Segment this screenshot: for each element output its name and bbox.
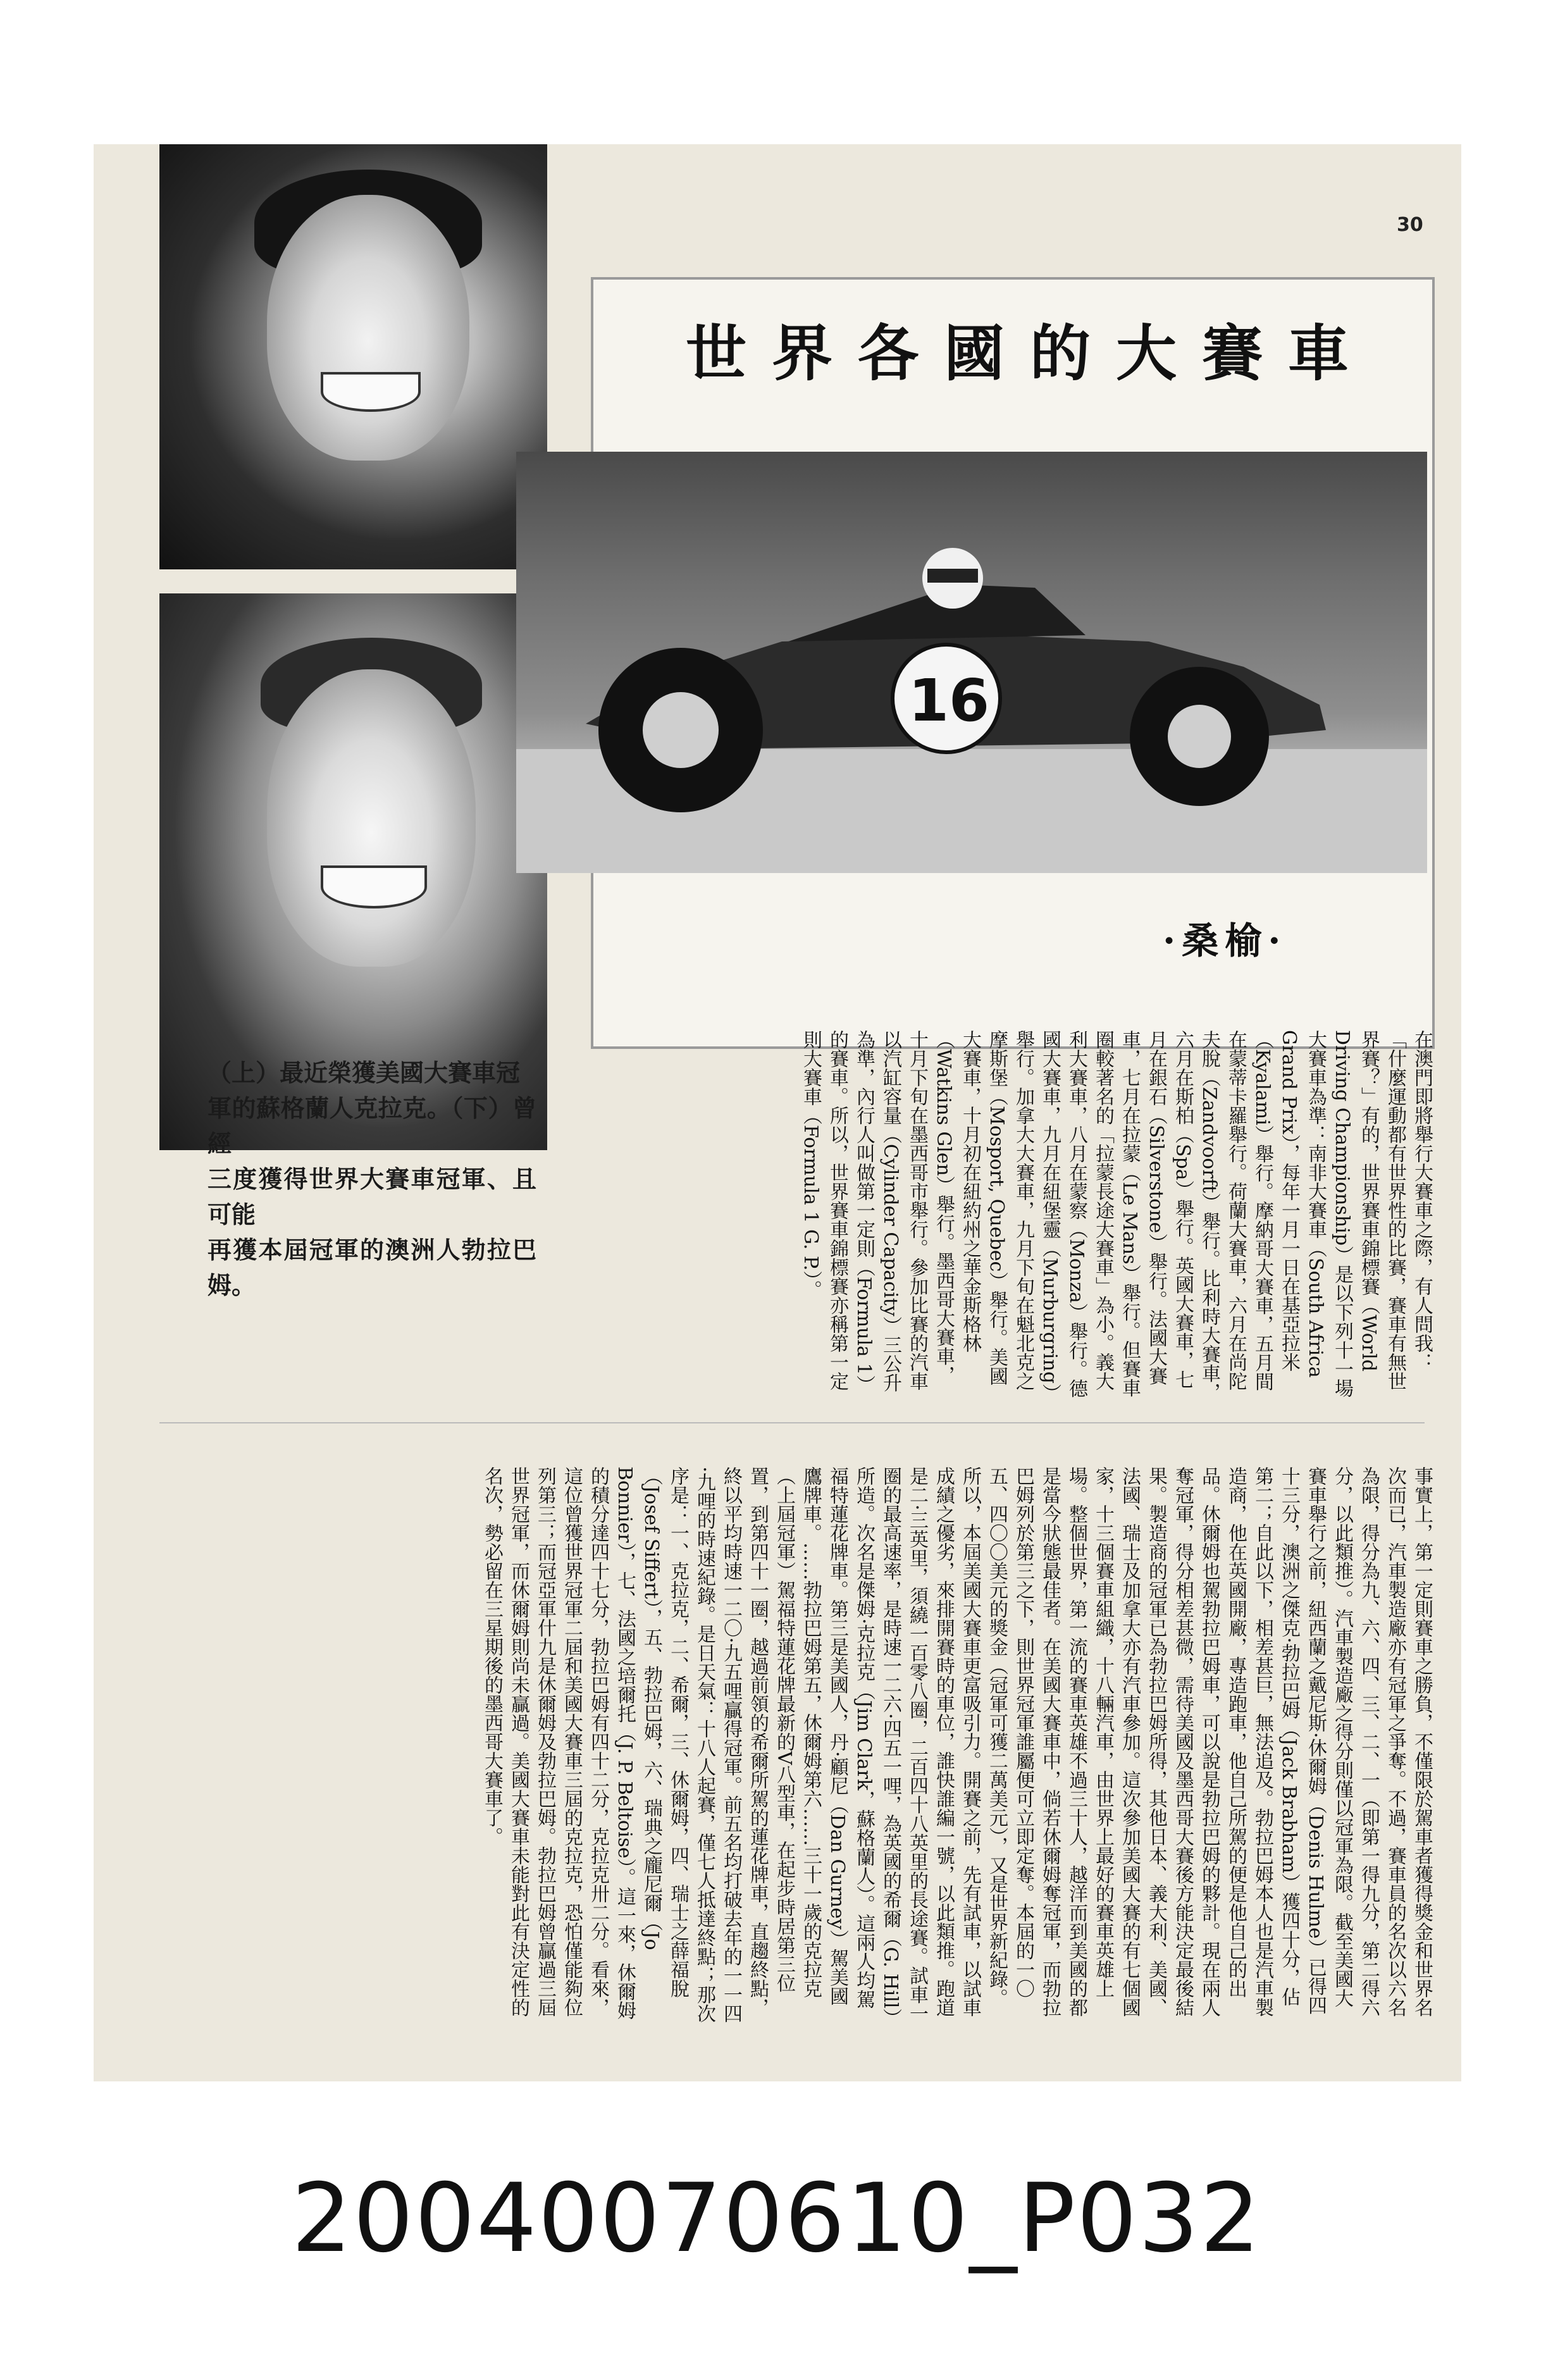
race-car-illustration (516, 452, 1427, 873)
caption-line: （上）最近榮獲美國大賽車冠 (207, 1058, 521, 1087)
article-text-upper: 在澳門即將舉行大賽車之際，有人問我：「什麼運動都有世界性的比賽，賽車有無世界賽？」有的，世界賽車錦標賽（World Driving Championship）是以下列十一場大賽車為準：南非大賽車（South Africa Grand Prix），每年一月一日在基亞拉米（Kyalami）舉行。摩納哥大賽車，五月間在蒙蒂卡羅舉行。荷蘭大賽車，六月在尚陀夫脫（Zandvoorft）舉行。比利時大賽車，六月在斯柏（Spa）舉行。英國大賽車，七月在銀石（Silverstone）舉行。法國大賽車，七月在拉蒙（Le Mans）舉行。但賽車圈較著名的「拉蒙長途大賽車」為小。義大利大賽車，八月在蒙察（Monza）舉行。德國大賽車，九月在紐堡靈（Murburgring）舉行。加拿大大賽車，九月下旬在魁北克之摩斯堡（Mosport, Quebec）舉行。美國大賽車，十月初在紐約州之華金斯格林（Watkins Glen）舉行。墨西哥大賽車，十月下旬在墨西哥市舉行。參加比賽的汽車以汽缸容量（Cylinder Capacity）三公升為準，內行人叫做第一定則（Formula 1）的賽車。所以，世界賽車錦標賽亦稱第一定則大賽車（Formula 1 G. P.）。 (800, 1030, 1433, 1403)
magazine-page (94, 144, 1461, 2081)
photo-caption (207, 1055, 536, 1303)
author-byline: ·桑榆· (1163, 919, 1287, 962)
driver-photo-top (159, 144, 547, 569)
caption-line: 再獲本屆冠軍的澳洲人勃拉巴姆。 (207, 1236, 536, 1299)
column-divider (159, 1422, 1425, 1423)
car-number: 16 (908, 667, 990, 734)
article-title: 世界各國的大賽車 (686, 318, 1374, 389)
race-car-photo (516, 452, 1427, 873)
page-number: 30 (1397, 214, 1423, 236)
article-text-lower: 事實上，第一定則賽車之勝負，不僅限於駕車者獲得獎金和世界名次而已，汽車製造廠亦有冠軍之爭奪。不過，賽車員的名次以六名為限，得分為九、六、四、三、二、一（即第一得九分，第二得六分，以此類推）。汽車製造廠之得分則僅以冠軍為限。截至美國大賽車舉行之前，紐西蘭之戴尼斯·休爾姆（Denis Hulme）已得四十三分，澳洲之傑克·勃拉巴姆（Jack Brabham）獲四十分，佔第二；自此以下，相差甚巨，無法追及。勃拉巴姆本人也是汽車製造商，他在英國開廠，專造跑車，他自己所駕的便是他自己的出品。休爾姆也駕勃拉巴姆車，可以說是勃拉巴姆的夥計。現在兩人奪冠軍，得分相差甚微，需待美國及墨西哥大賽後方能決定最後結果。製造商的冠軍已為勃拉巴姆所得，其他日本、義大利、美國、法國、瑞士及加拿大亦有汽車參加。這次參加美國大賽的有七個國家，十三個賽車組織，十八輛汽車，由世界上最好的賽車英雄上場。整個世界，第一流的賽車英雄不過三十人，越洋而到美國的都是當今狀態最佳者。在美國大賽車中，倘若休爾姆奪冠軍，而勃拉巴姆列於第三之下，則世界冠軍誰屬便可立即定奪。本屆的一〇五、四〇〇美元的獎金（冠軍可獲二萬美元），又是世界新紀錄。所以，本屆美國大賽車更富吸引力。開賽之前，先有試車，以試車成績之優劣，來排開賽時的車位，誰快誰編一號，以此類推。跑道是二·三英里，須繞一百零八圈，二百四十八英里的長途賽。試車一圈的最高速率，是時速一二六·四五一哩，為英國的希爾（G. Hill）所造。次名是傑姆·克拉克（Jim Clark，蘇格蘭人）。這兩人均駕福特蓮花牌車。第三是美國人，丹·顧尼（Dan Gurney）駕美國鷹牌車。……勃拉巴姆第五，休爾姆第六……三十一歲的克拉克（上屆冠軍）駕福特蓮花牌最新的V八型車，在起步時居第三位置，到第四十一圈，越過前領的希爾所駕的蓮花牌車，直趨終點，終以平均時速一二〇·九五哩贏得冠軍。前五名均打破去年的一一四·九哩的時速紀錄。是日天氣：十八人起賽，僅七人抵達終點；那次序是：一、克拉克，二、希爾，三、休爾姆，四、瑞士之薛福脫（Josef Siffert），五、勃拉巴姆，六、瑞典之龐尼爾（Jo Bonnier），七、法國之培爾托（J. P. Beltoise）。這一來，休爾姆的積分達四十七分，勃拉巴姆有四十二分，克拉克卅二分。看來，這位曾獲世界冠軍二屆和美國大賽車三屆的克拉克，恐怕僅能夠位列第三；而冠亞軍什九是休爾姆及勃拉巴姆。勃拉巴姆曾贏過三屆世界冠軍，而休爾姆則尚未贏過。美國大賽車未能對此有決定性的名次，勢必留在三星期後的墨西哥大賽車了。 (481, 1466, 1433, 2023)
caption-line: 三度獲得世界大賽車冠軍、且可能 (207, 1165, 536, 1229)
caption-line: 軍的蘇格蘭人克拉克。（下）曾經 (207, 1094, 536, 1158)
archive-id-label: 20040070610_P032 (291, 2164, 1262, 2274)
